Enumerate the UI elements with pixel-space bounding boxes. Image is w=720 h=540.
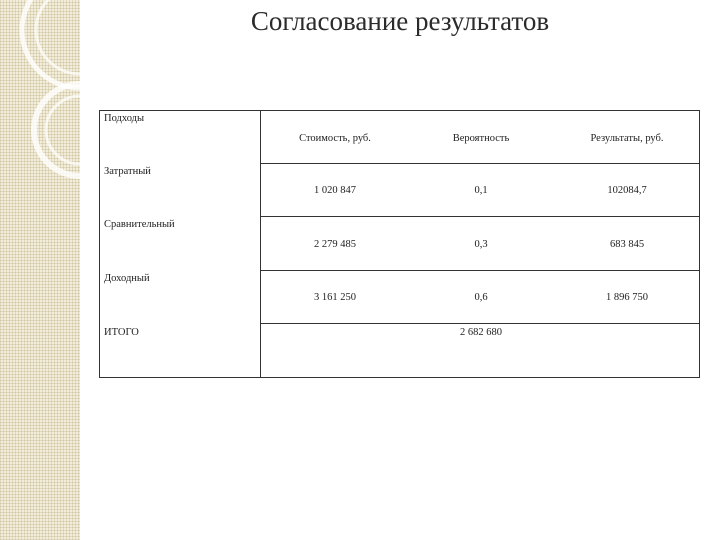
row-cost-cost-based: 1 020 847 <box>314 185 356 196</box>
total-label: ИТОГО <box>104 327 139 338</box>
row-approach-cost-based: Затратный <box>104 166 151 177</box>
row-probability-comparative: 0,3 <box>474 239 488 250</box>
row-result-cost-based: 102084,7 <box>607 185 647 196</box>
header-cost: Стоимость, руб. <box>299 133 371 144</box>
row-approach-income: Доходный <box>104 273 150 284</box>
total-value: 2 682 680 <box>460 327 502 338</box>
page-title: Согласование результатов <box>250 6 550 36</box>
row-probability-cost-based: 0,1 <box>474 185 488 196</box>
header-approaches: Подходы <box>104 113 145 124</box>
row-result-income: 1 896 750 <box>606 292 648 303</box>
row-probability-income: 0,6 <box>474 292 488 303</box>
row-approach-comparative: Сравнительный <box>104 219 175 230</box>
header-probability: Вероятность <box>452 133 510 144</box>
row-result-comparative: 683 845 <box>609 239 645 250</box>
header-result: Результаты, руб. <box>590 133 664 144</box>
row-cost-income: 3 161 250 <box>314 292 356 303</box>
row-cost-comparative: 2 279 485 <box>314 239 356 250</box>
